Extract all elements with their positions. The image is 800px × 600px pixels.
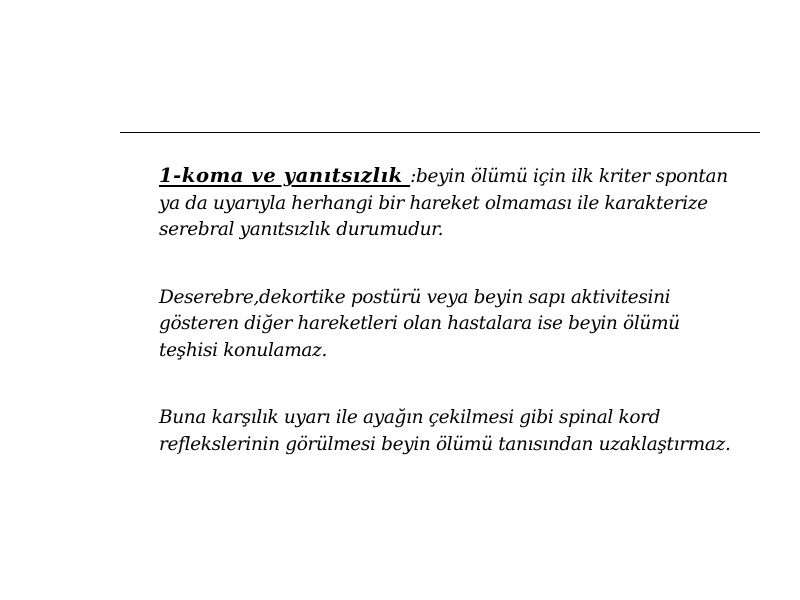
criterion-heading: 1-koma ve yanıtsızlık — [159, 164, 411, 187]
horizontal-divider — [120, 132, 760, 133]
paragraph-koma — [159, 163, 739, 244]
criterion-text: :beyin ölümü için ilk kriter spontan ya da uyarıyla herhangi bir hareket olmaması ile karakterize serebral yanıtsızlık durumudur. — [159, 166, 728, 240]
slide-body — [159, 163, 739, 458]
paragraph-deserebre: Deserebre,dekortike postürü veya beyin sapı aktivitesini gösteren diğer hareketleri olan hastalara ise beyin ölümü teşhisi konulamaz. — [159, 286, 680, 361]
paragraph-spinal-reflex: Buna karşılık uyarı ile ayağın çekilmesi gibi spinal kord reflekslerinin görülmesi beyin ölümü tanısından uzaklaştırmaz. — [159, 407, 731, 455]
